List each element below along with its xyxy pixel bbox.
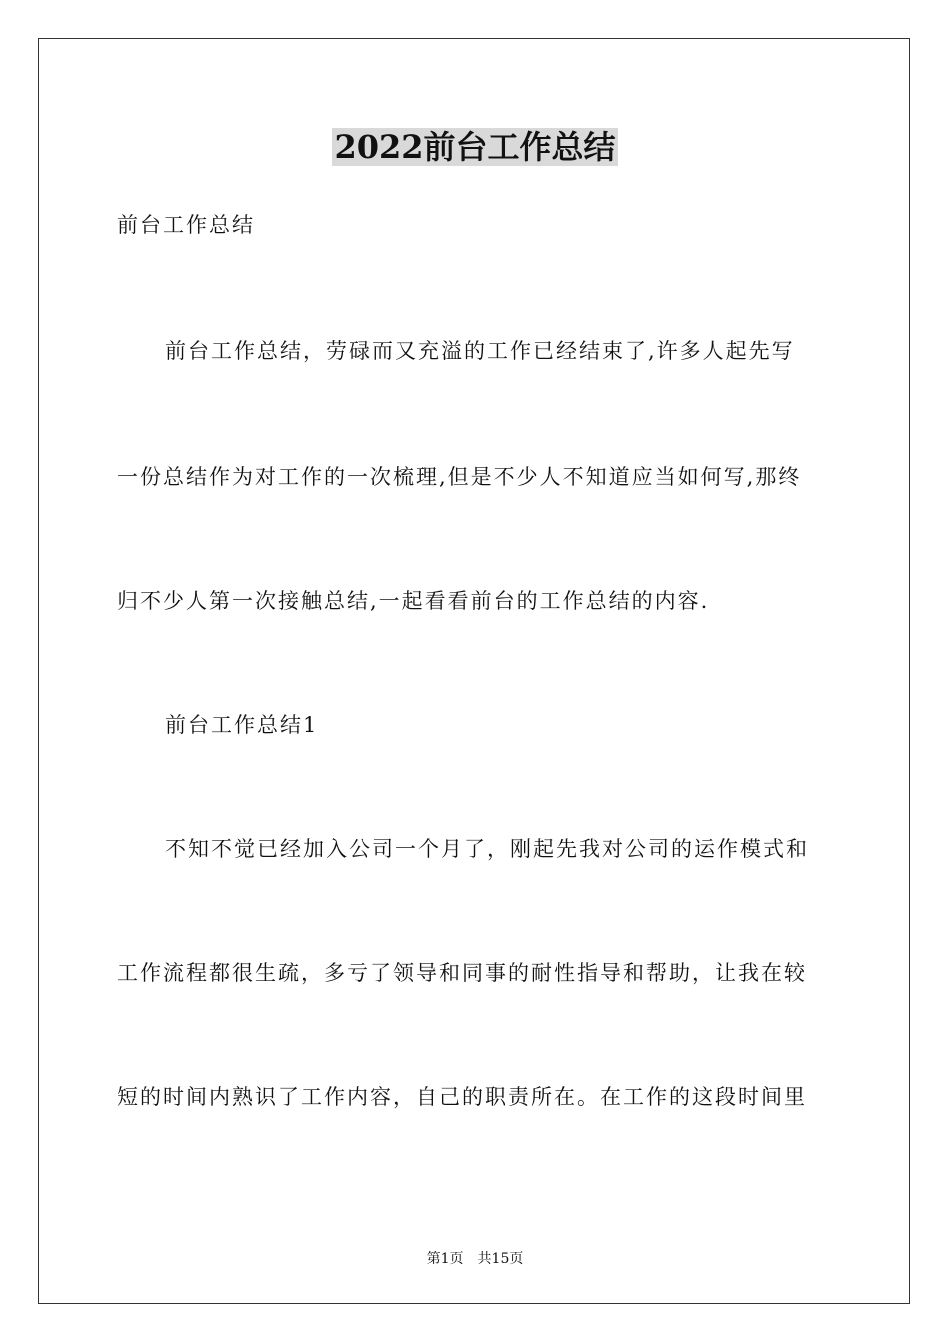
page-footer: [0, 1250, 950, 1268]
document-title-text: 2022前台工作总结: [334, 128, 616, 166]
paragraph-line: 短的时间内熟识了工作内容，自己的职责所在。在工作的这段时间里: [117, 1085, 807, 1109]
document-title: [0, 127, 950, 167]
page-number: 第1页: [426, 1251, 464, 1267]
paragraph-line: 不知不觉已经加入公司一个月了，刚起先我对公司的运作模式和: [165, 837, 809, 861]
section-heading: 前台工作总结1: [165, 713, 319, 737]
page-total: 共15页: [477, 1251, 524, 1267]
paragraph-line: 归不少人第一次接触总结,一起看看前台的工作总结的内容.: [117, 589, 710, 613]
paragraph-line: 一份总结作为对工作的一次梳理,但是不少人不知道应当如何写,那终: [117, 465, 802, 489]
document-subtitle: 前台工作总结: [117, 213, 255, 237]
paragraph-line: 前台工作总结，劳碌而又充溢的工作已经结束了,许多人起先写: [165, 339, 795, 363]
paragraph-line: 工作流程都很生疏，多亏了领导和同事的耐性指导和帮助，让我在较: [117, 961, 807, 985]
